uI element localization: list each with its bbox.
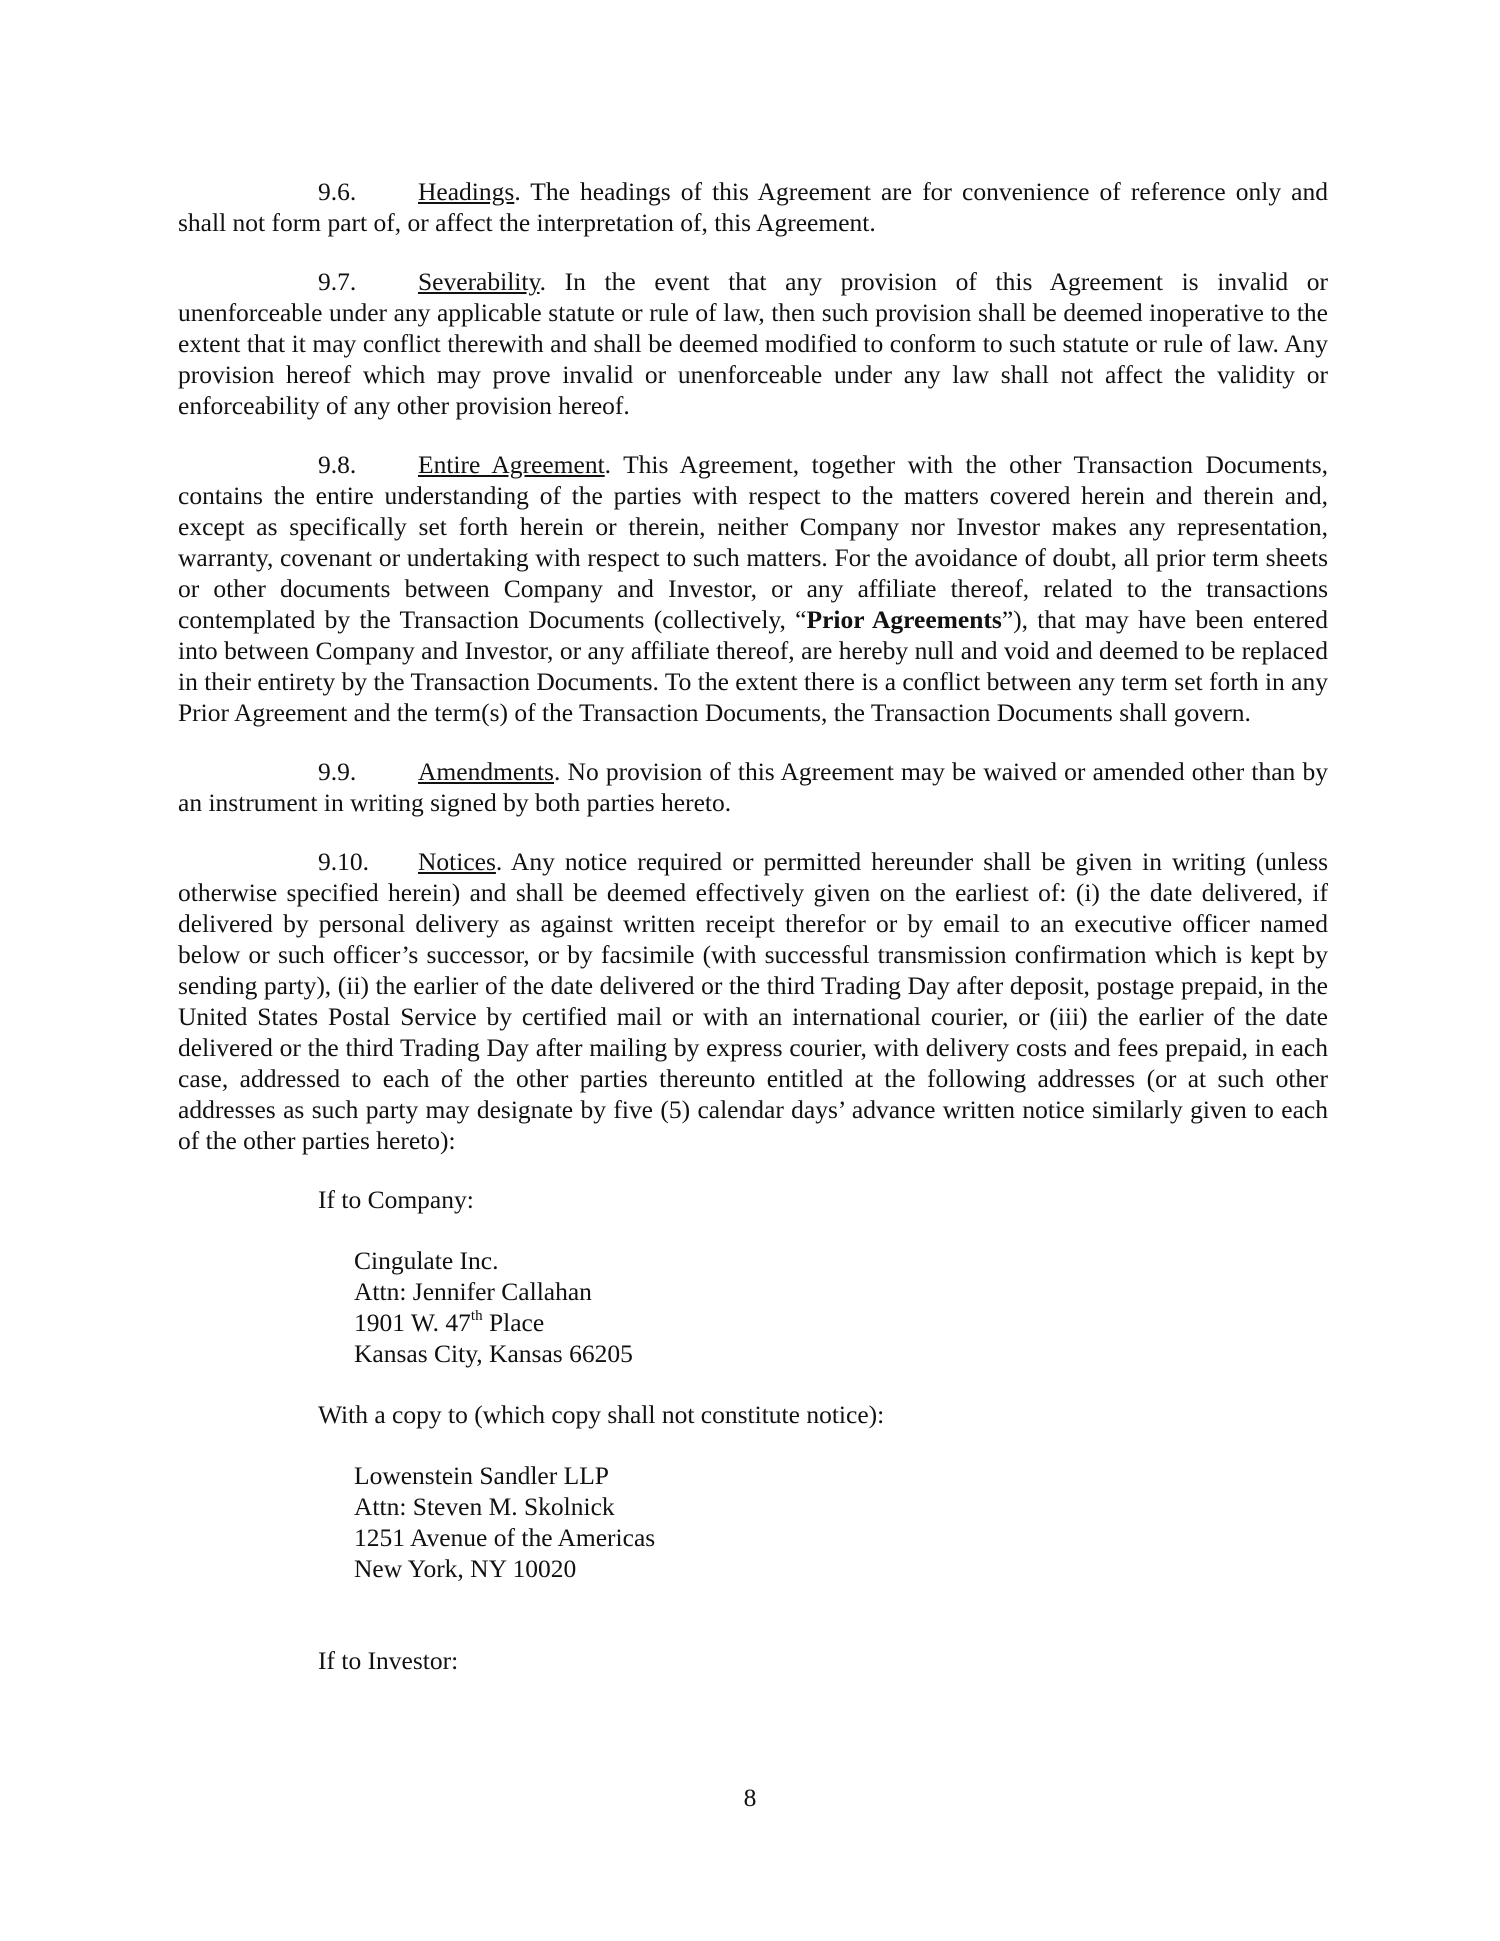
page-number: 8 bbox=[743, 1783, 757, 1812]
section-9-7 bbox=[178, 266, 1328, 421]
section-text: . The headings of this Agreement are for convenience of reference only and shall not form part of, or affect the interpretation of, this Agreement. bbox=[178, 177, 1328, 237]
section-text: . In the event that any provision of this Agreement is invalid or unenforceable under any applicable statute or rule of law, then such provision shall be deemed inoperative to the extent that it may conflict therewith and shall be deemed modified to conform to such statute or rule of law. Any provision hereof which may prove invalid or unenforceable under any law shall not affect the validity or enforceability of any other provision hereof. bbox=[178, 267, 1328, 420]
section-text: . Any notice required or permitted hereunder shall be given in writing (unless otherwise specified herein) and shall be deemed effectively given on the earliest of: (i) the date delivered, if delivered by personal delivery as against written receipt therefor or by email to an executive officer named below or such officer’s successor, or by facsimile (with successful transmission confirmation which is kept by sending party), (ii) the earlier of the date delivered or the third Trading Day after deposit, postage prepaid, in the United States Postal Service by certified mail or with an international courier, or (iii) the earlier of the date delivered or the third Trading Day after mailing by express courier, with delivery costs and fees prepaid, in each case, addressed to each of the other parties thereunto entitled at the following addresses (or at such other addresses as such party may designate by five (5) calendar days’ advance written notice similarly given to each of the other parties hereto): bbox=[178, 847, 1328, 1155]
copy-street: 1251 Avenue of the Americas bbox=[354, 1523, 656, 1552]
company-city-state-zip: Kansas City, Kansas 66205 bbox=[354, 1339, 633, 1368]
section-number: 9.6. bbox=[318, 177, 357, 206]
company-street-suffix: Place bbox=[482, 1308, 545, 1337]
company-notice-label: If to Company: bbox=[318, 1185, 474, 1214]
company-address bbox=[354, 1245, 1328, 1369]
section-heading: Amendments bbox=[418, 757, 554, 786]
section-9-8 bbox=[178, 449, 1328, 728]
section-number: 9.8. bbox=[318, 450, 357, 479]
company-attention: Attn: Jennifer Callahan bbox=[354, 1277, 592, 1306]
defined-term-prior-agreements: Prior Agreements bbox=[806, 605, 1002, 634]
company-name: Cingulate Inc. bbox=[354, 1246, 499, 1275]
copy-attention: Attn: Steven M. Skolnick bbox=[354, 1492, 615, 1521]
document-body bbox=[178, 176, 1328, 1706]
section-number: 9.7. bbox=[318, 267, 357, 296]
section-heading: Severability bbox=[418, 267, 540, 296]
section-9-10 bbox=[178, 846, 1328, 1156]
section-text: . No provision of this Agreement may be waived or amended other than by an instrument in writing signed by both parties hereto. bbox=[178, 757, 1328, 817]
section-text-continued: ”), that may have been entered into between Company and Investor, or any affiliate thereof, are hereby null and void and deemed to be replaced in their entirety by the Transaction Documents. To the extent there is a conflict between any term set forth in any Prior Agreement and the term(s) of the Transaction Documents, the Transaction Documents shall govern. bbox=[178, 605, 1328, 727]
copy-city-state-zip: New York, NY 10020 bbox=[354, 1554, 577, 1583]
copy-notice-label: With a copy to (which copy shall not constitute notice): bbox=[318, 1400, 885, 1429]
section-9-9 bbox=[178, 756, 1328, 818]
section-heading: Entire Agreement bbox=[418, 450, 605, 479]
copy-address bbox=[354, 1460, 1328, 1584]
section-9-6 bbox=[178, 176, 1328, 238]
section-number: 9.10. bbox=[318, 847, 369, 876]
section-heading: Notices bbox=[418, 847, 496, 876]
section-spacer bbox=[178, 1614, 1328, 1645]
section-number: 9.9. bbox=[318, 757, 357, 786]
section-heading: Headings bbox=[418, 177, 515, 206]
company-street bbox=[354, 1307, 1328, 1338]
copy-firm-name: Lowenstein Sandler LLP bbox=[354, 1461, 609, 1490]
investor-notice-label: If to Investor: bbox=[318, 1646, 459, 1675]
ordinal-superscript: th bbox=[470, 1307, 483, 1324]
section-text: . This Agreement, together with the other Transaction Documents, contains the entire understanding of the parties with respect to the matters covered herein and therein and, except as specifically set forth herein or therein, neither Company nor Investor makes any representation, warranty, covenant or undertaking with respect to such matters. For the avoidance of doubt, all prior term sheets or other documents between Company and Investor, or any affiliate thereof, related to the transactions contemplated by the Transaction Documents (collectively, “ bbox=[178, 450, 1328, 634]
company-street-number: 1901 W. 47 bbox=[354, 1308, 471, 1337]
